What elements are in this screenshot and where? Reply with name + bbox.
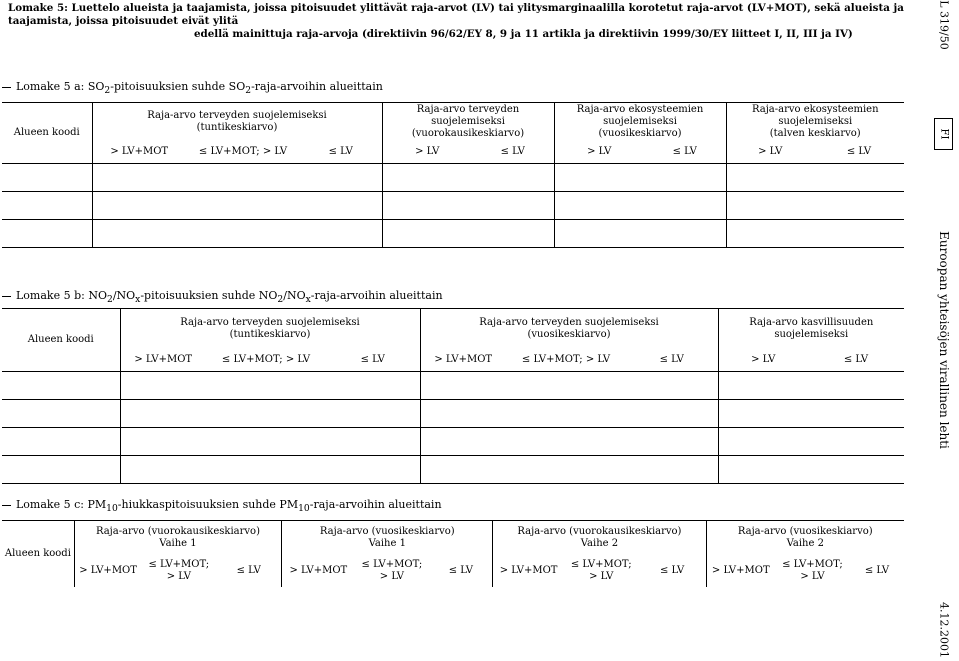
table-cell[interactable] — [726, 220, 814, 248]
col-header: ≤ LV — [236, 565, 261, 576]
zone-code-header: Alueen koodi — [2, 103, 92, 164]
col-header: > LV+MOT — [282, 555, 355, 587]
group-header: Raja-arvo terveyden suojelemiseksi (vuorokausikeskiarvo) — [382, 103, 554, 142]
group-header: Raja-arvo (vuorokausikeskiarvo) Vaihe 2 — [493, 521, 706, 556]
table-cell[interactable] — [2, 400, 120, 428]
journal-reference: L 319/50 — [937, 0, 951, 50]
table-row — [2, 456, 904, 484]
table-cell[interactable] — [506, 428, 626, 456]
col-header: > LV+MOT — [120, 349, 206, 372]
col-header: > LV — [554, 141, 644, 164]
group-header: Raja-arvo (vuorokausikeskiarvo) Vaihe 1 — [74, 521, 281, 556]
group-header: Raja-arvo ekosysteemien suojelemiseksi (talven keskiarvo) — [726, 103, 904, 142]
form-5c-heading: Lomake 5 c: $PM_{10}$-hiukkaspitoisuuksien suhde $PM_{10}-raja$-arvoihin alueittain — [2, 498, 442, 514]
col-header: ≤ LV+MOT; > LV — [361, 559, 423, 582]
table-cell[interactable] — [808, 372, 904, 400]
col-header: ≤ LV+MOT; > LV — [570, 559, 632, 582]
table-cell[interactable] — [382, 164, 472, 192]
col-header: ≤ LV+MOT; > LV — [186, 141, 300, 164]
table-cell[interactable] — [186, 220, 300, 248]
table-cell[interactable] — [554, 164, 644, 192]
table-cell[interactable] — [120, 428, 206, 456]
table-row — [2, 400, 904, 428]
group-header: Raja-arvo kasvillisuuden suojelemiseksi — [718, 309, 904, 350]
table-cell[interactable] — [120, 372, 206, 400]
table-cell[interactable] — [92, 220, 186, 248]
col-header: ≤ LV+MOT; > LV — [506, 349, 626, 372]
table-cell[interactable] — [472, 220, 554, 248]
table-cell[interactable] — [644, 220, 726, 248]
zone-code-header: Alueen koodi — [2, 309, 120, 372]
form-5b-heading: Lomake 5 b: $NO_2/NO_x$-pitoisuuksien suhde $NO_2/NO_x-raja$-arvoihin alueittain — [2, 289, 443, 305]
table-cell[interactable] — [326, 400, 420, 428]
col-header: > LV+MOT — [74, 555, 141, 587]
table-cell[interactable] — [808, 428, 904, 456]
group-header: Raja-arvo ekosysteemien suojelemiseksi (vuosikeskiarvo) — [554, 103, 726, 142]
table-row — [2, 428, 904, 456]
heading-dash — [2, 296, 11, 297]
col-header: ≤ LV — [326, 349, 420, 372]
heading-dash — [2, 505, 11, 506]
table-cell[interactable] — [808, 400, 904, 428]
table-cell[interactable] — [554, 220, 644, 248]
table-cell[interactable] — [718, 400, 808, 428]
table-cell[interactable] — [326, 428, 420, 456]
table-cell[interactable] — [2, 164, 92, 192]
group-header: Raja-arvo (vuosikeskiarvo) Vaihe 2 — [706, 521, 904, 556]
form-5b-table — [2, 308, 904, 484]
col-header: > LV — [726, 141, 814, 164]
table-cell[interactable] — [206, 372, 326, 400]
title-line-1: Lomake 5: Luettelo alueista ja taajamista, joissa pitoisuudet ylittävät raja-arvot (LV) tai ylitysmarginaalilla korotetut raja-arvot (LV+MOT), sekä alueista ja taajamista, joissa pitoisuudet eivät ylitä — [8, 2, 904, 27]
table-row — [2, 164, 904, 192]
col-header: ≤ LV — [644, 141, 726, 164]
table-cell[interactable] — [726, 164, 814, 192]
table-cell[interactable] — [120, 400, 206, 428]
table-cell[interactable] — [420, 372, 506, 400]
col-header: > LV+MOT — [706, 555, 775, 587]
col-header: > LV+MOT — [493, 555, 564, 587]
language-box — [934, 118, 953, 150]
table-cell[interactable] — [382, 220, 472, 248]
table-cell[interactable] — [472, 164, 554, 192]
col-header: ≤ LV+MOT; > LV — [782, 559, 843, 582]
table-cell[interactable] — [626, 428, 718, 456]
col-header: > LV+MOT — [92, 141, 186, 164]
group-header: Raja-arvo terveyden suojelemiseksi (tuntikeskiarvo) — [120, 309, 420, 350]
table-cell[interactable] — [472, 192, 554, 220]
table-cell[interactable] — [718, 428, 808, 456]
table-cell[interactable] — [626, 456, 718, 484]
publication-name: Euroopan yhteisöjen virallinen lehti — [937, 231, 951, 449]
table-cell[interactable] — [186, 192, 300, 220]
col-header: > LV — [382, 141, 472, 164]
page-title — [8, 2, 918, 41]
group-header: Raja-arvo (vuosikeskiarvo) Vaihe 1 — [282, 521, 493, 556]
table-cell[interactable] — [506, 456, 626, 484]
table-cell[interactable] — [626, 372, 718, 400]
heading-dash — [2, 87, 11, 88]
table-row — [2, 192, 904, 220]
group-header: Raja-arvo terveyden suojelemiseksi (tuntikeskiarvo) — [92, 103, 382, 142]
table-cell[interactable] — [420, 400, 506, 428]
col-header: > LV — [718, 349, 808, 372]
table-cell[interactable] — [206, 456, 326, 484]
title-line-2: edellä mainittuja raja-arvoja (direktiivin 96/62/EY 8, 9 ja 11 artikla ja direktiivin 1999/30/EY liitteet I, II, III ja IV) — [194, 28, 853, 40]
table-row — [2, 220, 904, 248]
page-margin — [929, 0, 959, 661]
table-cell[interactable] — [718, 456, 808, 484]
col-header: ≤ LV — [300, 141, 382, 164]
table-cell[interactable] — [300, 164, 382, 192]
table-cell[interactable] — [814, 220, 904, 248]
table-row — [2, 372, 904, 400]
table-cell[interactable] — [92, 164, 186, 192]
form-5a-table — [2, 102, 904, 248]
col-header: ≤ LV+MOT; > LV — [206, 349, 326, 372]
col-header: ≤ LV+MOT; > LV — [148, 559, 210, 582]
table-cell[interactable] — [326, 456, 420, 484]
table-cell[interactable] — [420, 456, 506, 484]
table-cell[interactable] — [644, 164, 726, 192]
table-cell[interactable] — [644, 192, 726, 220]
table-cell[interactable] — [326, 372, 420, 400]
table-cell[interactable] — [300, 220, 382, 248]
table-cell[interactable] — [506, 372, 626, 400]
table-cell[interactable] — [554, 192, 644, 220]
publication-date: 4.12.2001 — [937, 602, 951, 658]
col-header: ≤ LV — [448, 565, 473, 576]
col-header: ≤ LV — [472, 141, 554, 164]
table-cell[interactable] — [206, 400, 326, 428]
col-header: > LV+MOT — [420, 349, 506, 372]
table-cell[interactable] — [186, 164, 300, 192]
table-cell[interactable] — [2, 428, 120, 456]
table-cell[interactable] — [382, 192, 472, 220]
table-cell[interactable] — [420, 428, 506, 456]
table-cell[interactable] — [2, 192, 92, 220]
table-cell[interactable] — [300, 192, 382, 220]
col-header: ≤ LV — [864, 565, 890, 576]
language-code: FI — [938, 128, 949, 140]
table-cell[interactable] — [814, 192, 904, 220]
col-header: ≤ LV — [626, 349, 718, 372]
table-cell[interactable] — [2, 372, 120, 400]
table-cell[interactable] — [626, 400, 718, 428]
col-header: ≤ LV — [659, 565, 685, 576]
table-cell[interactable] — [120, 456, 206, 484]
col-header: ≤ LV — [814, 141, 904, 164]
zone-code-header: Alueen koodi — [2, 521, 74, 588]
group-header: Raja-arvo terveyden suojelemiseksi (vuosikeskiarvo) — [420, 309, 718, 350]
table-cell[interactable] — [506, 400, 626, 428]
table-cell[interactable] — [92, 192, 186, 220]
table-cell[interactable] — [718, 372, 808, 400]
table-cell[interactable] — [814, 164, 904, 192]
table-cell[interactable] — [2, 456, 120, 484]
table-cell[interactable] — [808, 456, 904, 484]
table-cell[interactable] — [726, 192, 814, 220]
form-5c-table — [2, 520, 904, 587]
table-cell[interactable] — [2, 220, 92, 248]
col-header: ≤ LV — [808, 349, 904, 372]
form-5a-heading: Lomake 5 a: $SO_2$-pitoisuuksien suhde $SO_2-raja$-arvoihin alueittain — [2, 80, 383, 96]
table-cell[interactable] — [206, 428, 326, 456]
